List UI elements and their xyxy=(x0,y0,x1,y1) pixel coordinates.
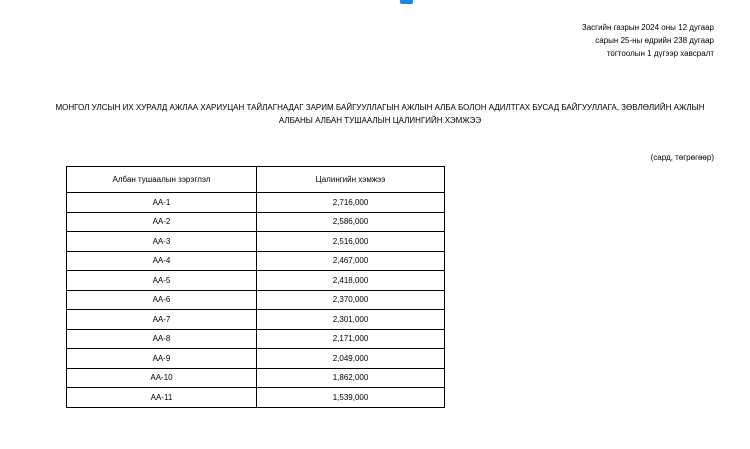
document-title xyxy=(40,101,720,127)
table-header-row xyxy=(67,167,445,193)
grade-cell: АА-7 xyxy=(67,310,257,330)
salary-cell: 2,171,000 xyxy=(257,329,445,349)
salary-cell: 2,516,000 xyxy=(257,232,445,252)
salary-table xyxy=(66,166,445,408)
salary-cell: 2,716,000 xyxy=(257,193,445,213)
table-row xyxy=(67,310,445,330)
annex-line: Засгийн газрын 2024 оны 12 дугаар xyxy=(581,23,714,32)
table-row xyxy=(67,251,445,271)
table-row xyxy=(67,388,445,408)
grade-cell: АА-4 xyxy=(67,251,257,271)
table-row xyxy=(67,368,445,388)
top-marker xyxy=(400,0,413,4)
column-header-grade: Албан тушаалын зэрэглэл xyxy=(67,167,257,193)
table-row xyxy=(67,349,445,369)
document-title-line: АЛБАНЫ АЛБАН ТУШААЛЫН ЦАЛИНГИЙН ХЭМЖЭЭ xyxy=(278,116,482,125)
table-row xyxy=(67,290,445,310)
grade-cell: АА-6 xyxy=(67,290,257,310)
grade-cell: АА-5 xyxy=(67,271,257,291)
grade-cell: АА-1 xyxy=(67,193,257,213)
grade-cell: АА-11 xyxy=(67,388,257,408)
annex-note xyxy=(582,21,714,60)
table-row xyxy=(67,232,445,252)
table-row xyxy=(67,329,445,349)
grade-cell: АА-10 xyxy=(67,368,257,388)
table-row xyxy=(67,271,445,291)
document-title-line: МОНГОЛ УЛСЫН ИХ ХУРАЛД АЖЛАА ХАРИУЦАН ТАЙЛАГНАДАГ ЗАРИМ БАЙГУУЛЛАГЫН АЖЛЫН АЛБА БОЛОН АДИЛТГАХ БУСАД БАЙГУУЛЛАГА, ЗӨВЛӨЛИЙН АЖЛЫН xyxy=(55,103,705,112)
annex-line: сарын 25-ны өдрийн 238 дугаар xyxy=(595,36,714,45)
annex-line: тогтоолын 1 дүгээр хавсралт xyxy=(606,49,714,58)
grade-cell: АА-9 xyxy=(67,349,257,369)
salary-cell: 2,418,000 xyxy=(257,271,445,291)
grade-cell: АА-3 xyxy=(67,232,257,252)
table-row xyxy=(67,193,445,213)
salary-cell: 2,301,000 xyxy=(257,310,445,330)
salary-cell: 1,862,000 xyxy=(257,368,445,388)
grade-cell: АА-2 xyxy=(67,212,257,232)
table-body xyxy=(67,193,445,408)
salary-cell: 1,539,000 xyxy=(257,388,445,408)
salary-cell: 2,049,000 xyxy=(257,349,445,369)
table-row xyxy=(67,212,445,232)
column-header-salary: Цалингийн хэмжээ xyxy=(257,167,445,193)
unit-note: (сард, төгрөгөөр) xyxy=(650,153,714,162)
grade-cell: АА-8 xyxy=(67,329,257,349)
salary-cell: 2,370,000 xyxy=(257,290,445,310)
salary-cell: 2,586,000 xyxy=(257,212,445,232)
salary-cell: 2,467,000 xyxy=(257,251,445,271)
